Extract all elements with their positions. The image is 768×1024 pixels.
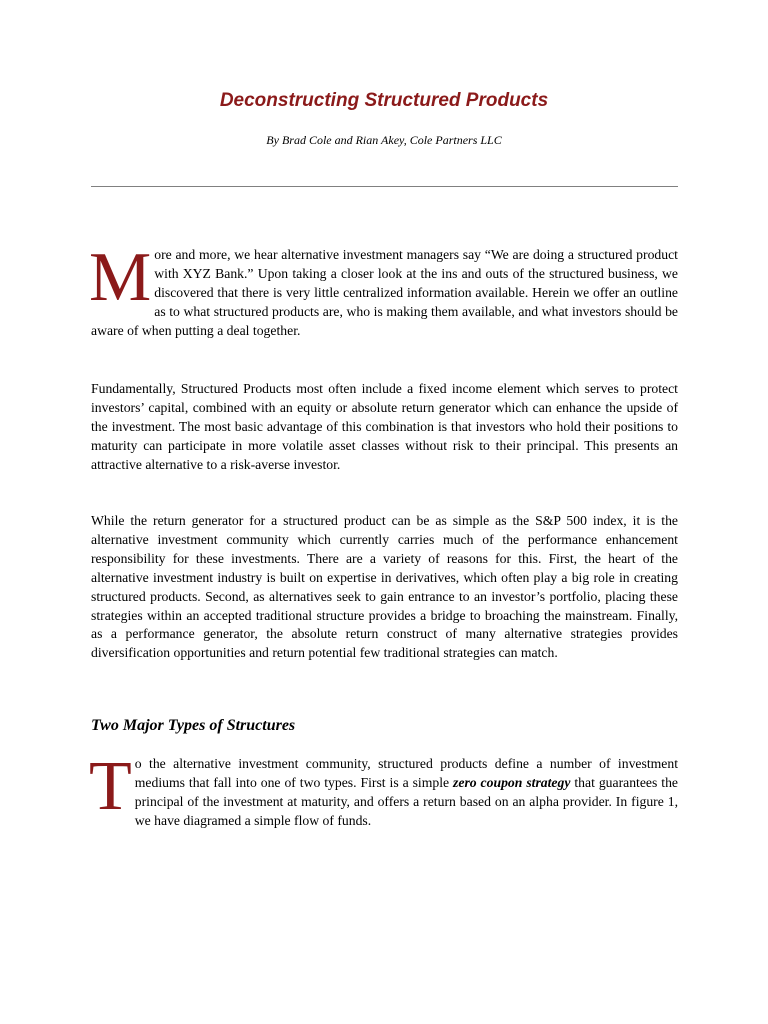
paragraph-fundamentals: Fundamentally, Structured Products most often include a fixed income element which serves to protect investors’ capital, combined with an equity or absolute return generator which can enhance the upside of the investment. The most basic advantage of this combination is that investors who hold their positions to maturity can participate in more volatile asset classes without risk to their principal. This presents an attractive alternative to a risk-averse investor.: [91, 381, 678, 472]
drop-cap-m: M: [89, 239, 152, 316]
paragraph-types-text-b: that guarantees the principal of the investment at maturity, and offers a return based on an alpha provider. In figure 1, we have diagramed a simple flow of funds.: [134, 774, 678, 828]
paragraph-return-generator: While the return generator for a structured product can be as simple as the S&P 500 index, it is the alternative investment community which currently carries much of the performance enhancement responsibility for these investments. There are a variety of reasons for this. First, the heart of the alternative investment industry is built on expertise in derivatives, which often play a big role in creating structured products. Second, as alternatives seek to gain entrance to an investor’s portfolio, placing these strategies within an accepted traditional structure provides a bridge to broaching the mainstream. Finally, as a performance generator, the absolute return construct of many alternative strategies provides diversification opportunities and return potential few traditional strategies can match.: [91, 513, 678, 661]
paragraph-types: [89, 748, 678, 831]
document-title: Deconstructing Structured Products: [219, 90, 549, 111]
horizontal-divider: [91, 186, 678, 187]
section-heading: Two Major Types of Structures: [91, 717, 296, 734]
paragraph-intro-text: ore and more, we hear alternative investment managers say “We are doing a structured product with XYZ Bank.” Upon taking a closer look at the ins and outs of the structured business, we discovered that there is very little centralized information available. Herein we offer an outline as to what structured products are, who is making them available, and what investors should be aware of when putting a deal together.: [91, 247, 678, 338]
emphasis-zero-coupon: zero coupon strategy: [453, 774, 571, 790]
paragraph-types-text-a: o the alternative investment community, structured products define a number of investment mediums that fall into one of two types. First is a simple: [134, 756, 678, 790]
byline: By Brad Cole and Rian Akey, Cole Partners LLC: [266, 133, 502, 147]
paragraph-intro: [89, 239, 678, 341]
drop-cap-t: T: [89, 748, 132, 825]
